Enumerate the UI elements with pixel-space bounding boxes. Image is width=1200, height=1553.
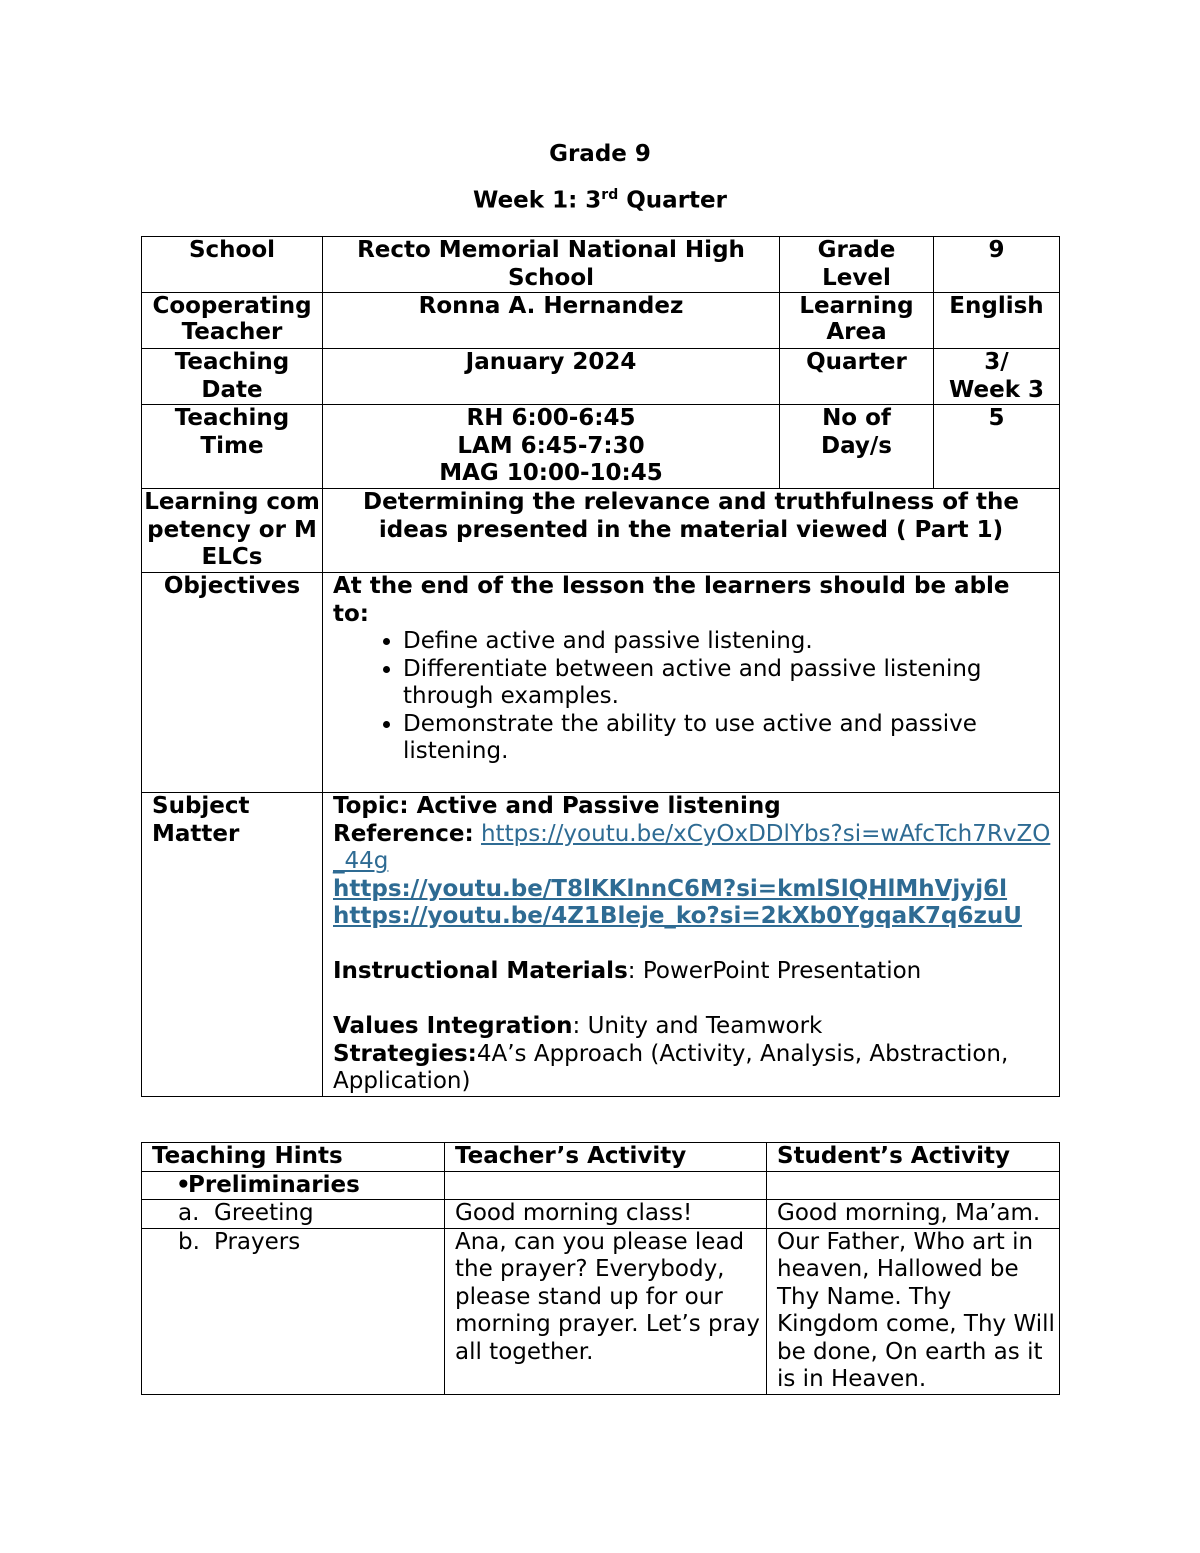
grade-level-value: 9	[934, 237, 1060, 293]
table-row	[142, 293, 1060, 349]
values-value: : Unity and Teamwork	[572, 1013, 823, 1039]
greeting-cell	[142, 1200, 445, 1229]
column-header-teaching-hints: Teaching Hints	[142, 1143, 445, 1172]
subject-matter-cell	[323, 793, 1060, 1097]
reference-link-2[interactable]: https://youtu.be/T8lKKlnnC6M?si=kmlSlQHlMhVjyj6l	[333, 875, 1008, 902]
time-slot: RH 6:00-6:45	[466, 405, 636, 431]
competency-value: Determining the relevance and truthfulness of the ideas presented in the material viewed ( Part 1)	[323, 489, 1060, 573]
objectives-list	[333, 628, 1053, 766]
prayers-student: Our Father, Who art in heaven, Hallowed be Thy Name. Thy Kingdom come, Thy Will be done, On earth as it is in Heaven.	[767, 1228, 1060, 1394]
cooperating-teacher-label: Cooperating Teacher	[142, 293, 323, 349]
strategies	[333, 1041, 1053, 1096]
list-marker: a.	[178, 1200, 200, 1226]
table-row	[142, 1200, 1060, 1229]
list-item: • Differentiate between active and passive listening through examples.	[403, 656, 1053, 711]
week-quarter-heading	[0, 187, 1200, 214]
teaching-time-label: Teaching Time	[142, 405, 323, 489]
list-marker: b.	[178, 1228, 200, 1255]
ordinal-suffix: rd	[601, 187, 619, 203]
document-title: Grade 9	[549, 141, 651, 167]
column-header-teacher-activity: Teacher’s Activity	[445, 1143, 767, 1172]
school-label: School	[142, 237, 323, 293]
time-slot: MAG 10:00-10:45	[439, 460, 663, 486]
cooperating-teacher-value: Ronna A. Hernandez	[323, 293, 780, 349]
week-prefix: Week 1: 3	[473, 187, 602, 214]
quarter-label: Quarter	[780, 349, 934, 405]
reference-line	[333, 821, 1053, 876]
teaching-date-value: January 2024	[323, 349, 780, 405]
greeting-label: Greeting	[214, 1200, 314, 1226]
materials-label: Instructional Materials	[333, 958, 628, 984]
prayers-label: Prayers	[214, 1228, 301, 1255]
empty-cell	[445, 1171, 767, 1200]
table-row	[142, 405, 1060, 489]
teaching-date-label: Teaching Date	[142, 349, 323, 405]
grade-level-label: Grade Level	[780, 237, 934, 293]
preliminaries-cell	[142, 1171, 445, 1200]
objectives-intro: At the end of the lesson the learners should be able to:	[333, 573, 1010, 627]
days-label: No of Day/s	[780, 405, 934, 489]
quarter-number: 3/	[984, 349, 1009, 375]
teaching-time-value	[323, 405, 780, 489]
subject-matter-label: Subject Matter	[142, 793, 323, 1097]
objectives-label: Objectives	[142, 573, 323, 793]
preliminaries-label: Preliminaries	[188, 1171, 360, 1198]
reference-link-1[interactable]: https://youtu.be/xCyOxDDlYbs?si=wAfcTch7RvZO_44g	[333, 820, 1051, 874]
greeting-teacher: Good morning class!	[445, 1200, 767, 1229]
bullet-icon: •	[176, 1171, 191, 1198]
reference-label: Reference:	[333, 820, 474, 847]
competency-label: Learning competency or MELCs	[142, 489, 323, 573]
school-value: Recto Memorial National High School	[323, 237, 780, 293]
learning-area-label: Learning Area	[780, 293, 934, 349]
values-integration	[333, 1013, 1053, 1041]
topic: Topic: Active and Passive listening	[333, 793, 781, 819]
table-row	[142, 573, 1060, 793]
materials-value: : PowerPoint Presentation	[627, 958, 922, 984]
lesson-info-table	[141, 236, 1060, 1097]
days-value: 5	[934, 405, 1060, 489]
table-row	[142, 237, 1060, 293]
list-item: • Demonstrate the ability to use active and passive listening.	[403, 711, 1053, 766]
list-item: • Define active and passive listening.	[403, 628, 1053, 656]
greeting-student: Good morning, Ma’am.	[767, 1200, 1060, 1229]
table-row	[142, 489, 1060, 573]
strategies-value: 4A’s Approach (Activity, Analysis, Abstraction, Application)	[333, 1040, 1009, 1094]
table-row	[142, 1228, 1060, 1394]
empty-cell	[767, 1171, 1060, 1200]
values-label: Values Integration	[333, 1013, 573, 1039]
table-row	[142, 1143, 1060, 1172]
time-slot: LAM 6:45-7:30	[457, 432, 645, 459]
quarter-value	[934, 349, 1060, 405]
week-suffix: Quarter	[618, 187, 727, 214]
learning-area-value: English	[934, 293, 1060, 349]
column-header-student-activity: Student’s Activity	[767, 1143, 1060, 1172]
table-row	[142, 349, 1060, 405]
strategies-label: Strategies:	[333, 1040, 477, 1067]
prayers-cell	[142, 1228, 445, 1394]
instructional-materials	[333, 958, 1053, 986]
table-row	[142, 1171, 1060, 1200]
prayers-teacher: Ana, can you please lead the prayer? Everybody, please stand up for our morning prayer. Let’s pray all together.	[445, 1228, 767, 1394]
quarter-week: Week 3	[948, 376, 1045, 403]
teaching-activities-table	[141, 1142, 1060, 1395]
objectives-cell	[323, 573, 1060, 793]
reference-link-3[interactable]: https://youtu.be/4Z1Bleje_ko?si=2kXb0YgqaK7q6zuU	[333, 903, 1022, 929]
table-row	[142, 793, 1060, 1097]
